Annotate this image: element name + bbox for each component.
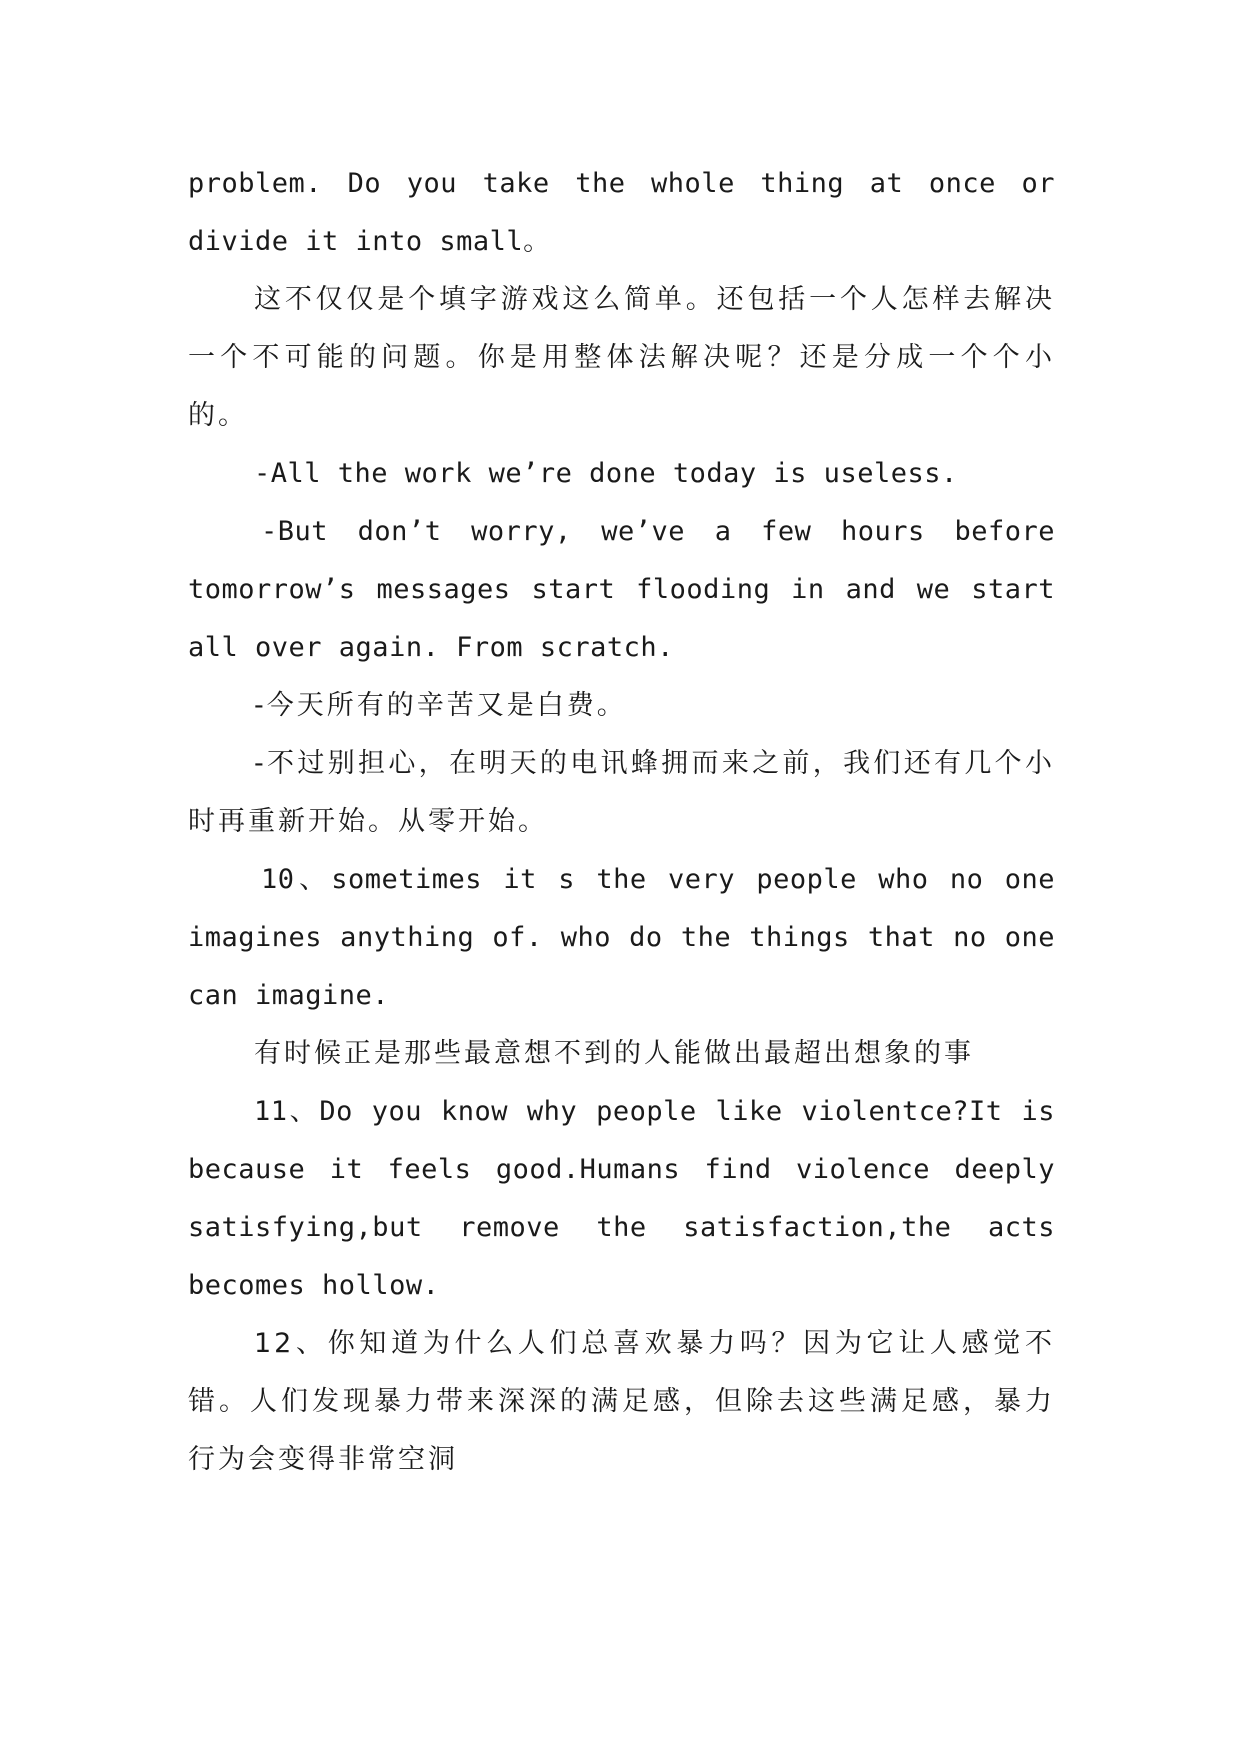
- paragraph-english-work-useless: -All the work we’re done today is useless.: [254, 458, 958, 489]
- paragraph-chinese-wasted: -今天所有的辛苦又是白费。: [254, 690, 627, 721]
- paragraph-english-problem: problem. Do you take the whole thing at once or divide it into small。: [188, 168, 1055, 257]
- paragraph-english-dont-worry: -But don’t worry, we’ve a few hours before tomorrow’s messages start flooding in and we start all over again. From scratch.: [188, 516, 1055, 663]
- paragraph-chinese-dont-worry: -不过别担心，在明天的电讯蜂拥而来之前，我们还有几个小时再重新开始。从零开始。: [188, 748, 1055, 837]
- paragraph-chinese-quote-12: 12、你知道为什么人们总喜欢暴力吗？因为它让人感觉不错。人们发现暴力带来深深的满足感，但除去这些满足感，暴力行为会变得非常空洞: [188, 1328, 1055, 1475]
- document-body: [188, 155, 1055, 1489]
- paragraph-english-quote-11: 11、Do you know why people like violentce?It is because it feels good.Humans find violence deeply satisfying,but remove the satisfaction,the acts becomes hollow.: [188, 1096, 1055, 1301]
- paragraph-chinese-quote-10: 有时候正是那些最意想不到的人能做出最超出想象的事: [254, 1038, 974, 1069]
- paragraph-chinese-crossword: 这不仅仅是个填字游戏这么简单。还包括一个人怎样去解决一个不可能的问题。你是用整体法解决呢？还是分成一个个小的。: [188, 284, 1055, 431]
- paragraph-english-quote-10: 10、sometimes it s the very people who no one imagines anything of. who do the things that no one can imagine.: [188, 864, 1055, 1011]
